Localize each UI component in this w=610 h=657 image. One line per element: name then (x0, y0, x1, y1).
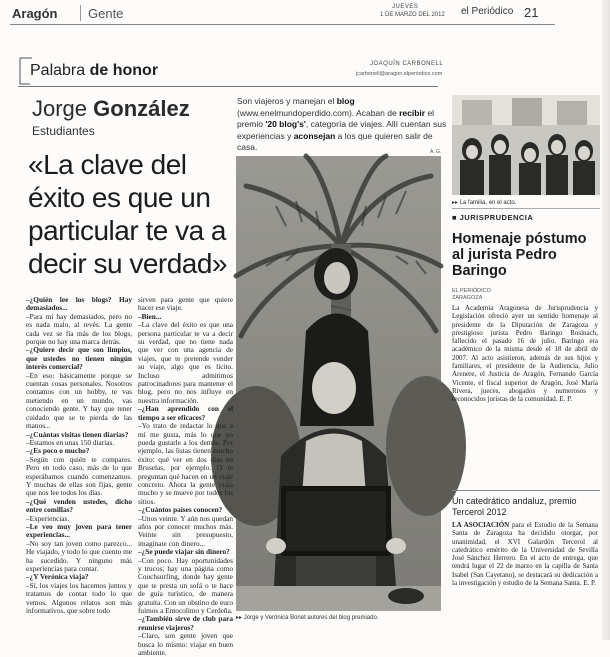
header-day-name: JUEVES (392, 4, 419, 10)
interview-answer: –La clave del éxito es que una persona particular te va a decir su verdad, que no tiene nada que ver con una agencia de viajes, que te pretende vender su viaje, algo que es lícito. Incluso admitimos patrocinadores para mantener el blog, pero no nos influye en nuestra información. (138, 320, 233, 405)
column-label-bold: de honor (89, 62, 159, 79)
header-date: 1 DE MARZO DEL 2012 (380, 12, 445, 18)
interview-answer: –Yo trato de redactar lo que a mí me gusta, más lo que yo pueda gustarle a los demás. Por ejemplo, las listas tienen mucho éxito: qué ver en dos días en Bruselas, por ejemplo. O te preguntan qué hacen en un viaje concreto. Ahora la gente viaja mucho y se mueve por todos los sitios. (138, 421, 233, 506)
page-edge-shadow (602, 0, 610, 640)
sidebar-section-label: JURISPRUDENCIA (459, 213, 534, 222)
header-rule (10, 24, 555, 25)
intro-run: '20 blog's' (265, 119, 306, 129)
caption-arrows: ▸▸ (236, 615, 244, 621)
interview-answer: –Con poco. Hay oportunidades y trucos; hay una página como Couchsurfing, donde hay gente que te presta un sofá o te hace de guía turístico, de manera gratuita. Con un obstino de euro fuimos a Entocolimo y Cerdeña. (138, 555, 233, 616)
interview-question: –¿Y Verónica viaja? (26, 572, 89, 582)
sidebar-caption-rule (452, 208, 600, 209)
interview-answer: –Según con quién te compares. Pero en todo caso, más de lo que esperábamos cuando comenzamos. Y muchas de ellas son fijas, gente que nos lee todos los días. (26, 454, 132, 498)
interviewee-role: Estudiantes (32, 124, 95, 138)
intro-run: a los que quieren salir de casa. (237, 130, 433, 152)
interview-question: –¿Se puede viajar sin dinero? (138, 547, 230, 557)
interview-answer: –No soy tan joven como parezco... He viajado, y todo lo que cuento me ha sucedido. Y ninguno más experiencias para contar. (26, 538, 132, 573)
intro-run: recibir (399, 107, 426, 118)
sidebar-section (452, 213, 533, 222)
column-label (30, 62, 158, 80)
sidebar-photo-caption-text: La familia, en el acto. (459, 200, 517, 206)
interview-answer: –Para mí hay demasiados, pero no es nada malo, al revés. La gente cada vez se fía más de los blogs, porque no hay una marca detrás. (26, 311, 132, 347)
intro-run: Son viajeros y manejan el (237, 96, 337, 106)
interviewee-name (32, 96, 190, 122)
intro-run: blog (336, 96, 355, 106)
intro-run: aconsejan (293, 130, 336, 141)
sidebar-photo (452, 95, 600, 195)
interview-column-2 (138, 296, 233, 657)
interview-question: –¿También sirve de club para reunirse viajeros? (138, 614, 233, 632)
interview-answer: –Estamos en unas 150 diarias. (26, 437, 115, 447)
second-story-body (452, 521, 598, 587)
author-email: jcarbonell@aragon.elperiodico.com (356, 71, 443, 77)
interview-answer: –Experiencias. (26, 513, 70, 523)
sidebar-byline-source: EL PERIÓDICO (452, 288, 491, 294)
sidebar-photo-caption (452, 199, 516, 206)
interview-question: –¿Cuántas visitas tienen diarias? (26, 429, 129, 439)
interview-question: –¿Es poco o mucho? (26, 446, 90, 456)
section-name: Aragón (12, 6, 58, 21)
first-name: Jorge (32, 96, 88, 121)
intro-run: (www.enelmundoperdido.com). Acaban de (237, 107, 400, 118)
interview-question: –¿Quiere decir que son limpios, que ustedes no tienen ningún interés comercial? (26, 345, 132, 372)
interview-question: –Le veo muy joven para tener experiencias... (26, 521, 132, 540)
interview-column-1 (26, 296, 132, 615)
second-story-headline: Un catedrático andaluz, premio Tercerol 2012 (452, 496, 577, 517)
interview-question: –¿Han aprendido con el tiempo a ser eficaces? (138, 404, 233, 422)
intro-run: el premio (237, 107, 435, 129)
main-photo (236, 156, 441, 611)
sidebar-body: La Academia Aragonesa de Jurisprudencia y Legislación ofreció ayer un sentido homenaje al presidente de la Diputación de Zaragoza y prestigioso jurista Pedro Baringo Rosinach, fallecido el pasado 16 de julio. Baringo era académico de la misma desde el 18 de abril de 2007. Al acto asistieron, además de sus hijos y familiares, el presidente de la Audiencia, Julio Arenere, el Justicia de Aragón, Fernando García Vicente, el fiscal superior de Aragón, José María Rivera, jueces, abogados y numerosos y reconocidos juristas de la comunidad. E. P. (452, 304, 598, 404)
interview-answer: –Claro, son gente joven que busca lo mismo: viajar en buen ambiente. (138, 631, 233, 657)
intro-run: , categoría de viajes. Allí cuentan sus experiencias y (237, 119, 447, 141)
interview-answer: –Unos veinte. Y aún nos quedan años por conocer muchos más. Veinte sin presupuesto, imagínate con dinero... (138, 513, 233, 548)
author-name: JOAQUÍN CARBONELL (370, 61, 444, 67)
header-separator (80, 5, 81, 21)
sidebar-rule (452, 490, 600, 491)
photo-caption (236, 614, 378, 621)
interview-answer: –En eso: básicamente porque se cuentan cosas personales. Nosotros contamos con un hobby, te vas metiendo en un mundo, vas conociendo gente. Y hay que tener cuidado que se te pierda de las manos... (26, 370, 132, 431)
second-story-lead: LA ASOCIACIÓN (452, 521, 510, 529)
page-number: 21 (524, 5, 539, 20)
sidebar-caption-arrows: ▸▸ (452, 200, 460, 206)
bullet-icon: ■ (452, 213, 460, 222)
second-story-text: para el Estudio de la Semana Santa de Zaragoza ha decidido otorgar, por unanimidad, el XVI Galardón Tercerol al catedrático emérito de la Universidad de Sevilla José Sánchez Herrero. En el acto de entrega, que tendrá lugar el 22 de marzo en la capilla de Santa Isabel (San Cayetano), se destacará su dedicación a la investigación y estudio de la Semana Santa. E. P. (452, 521, 598, 588)
publication-name: el Periódico (461, 6, 514, 17)
interview-question: –Bien... (138, 311, 162, 321)
section-rule (18, 86, 438, 87)
interview-question: –¿Quién lee los blogs? Hay demasiados... (26, 295, 132, 313)
sidebar-headline: Homenaje póstumo al jurista Pedro Baringo (452, 231, 587, 279)
photo-caption-text: Jorge y Verónica Bonet autores del blog premiado. (243, 615, 379, 621)
interview-question: –¿Qué venden ustedes, dicho entre comillas? (26, 496, 132, 515)
interview-answer: sirven para gente que quiere hacer ese viaje. (138, 295, 233, 313)
subsection-name: Gente (88, 6, 124, 21)
photo-credit: A. G. (430, 149, 442, 155)
last-name: González (93, 96, 190, 121)
sidebar-byline (452, 288, 491, 302)
interview-question: –¿Cuántos países conocen? (138, 505, 223, 515)
column-label-light: Palabra (30, 62, 86, 79)
interview-answer: –Sí, los viajes los hacemos juntos y tratamos de contar todo lo que vemos. Algunos relatos son más informativos, que sobre todo (26, 580, 132, 616)
intro-text (237, 96, 447, 154)
headline-quote: «La clave del éxito es que un particular te va a decir su verdad» (28, 149, 228, 279)
sidebar-photo-image (452, 95, 600, 195)
sidebar-byline-place: ZARAGOZA (452, 295, 483, 301)
main-photo-image (236, 156, 441, 611)
